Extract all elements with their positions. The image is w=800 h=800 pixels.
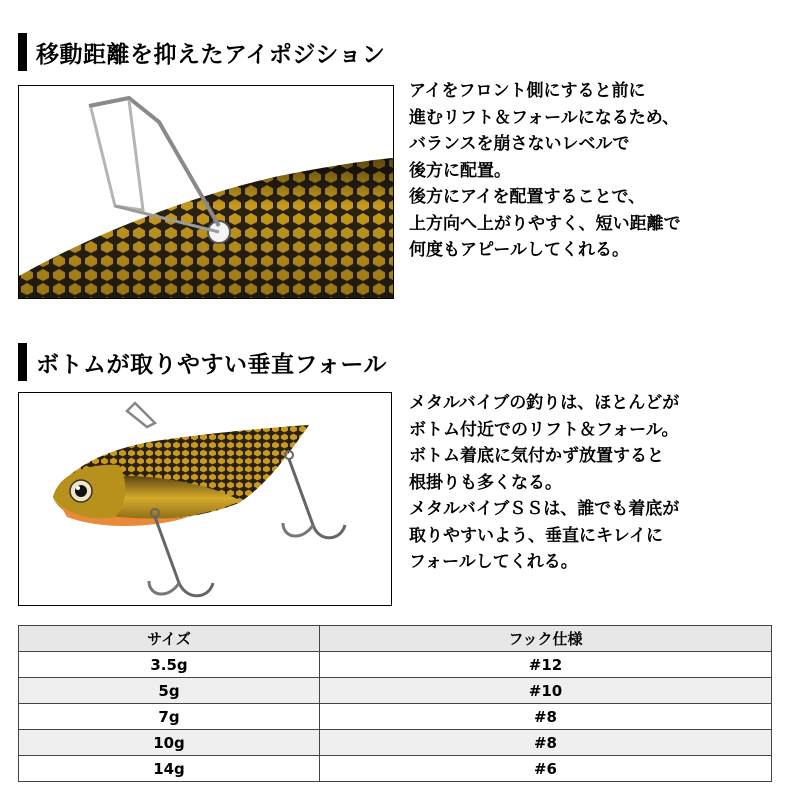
cell-hook: #12	[320, 652, 772, 678]
cell-size: 3.5g	[19, 652, 320, 678]
description-line: アイをフロント側にすると前に	[409, 81, 646, 101]
table-row	[19, 678, 772, 704]
heading-bar	[18, 33, 27, 71]
section-eye-position	[0, 0, 800, 310]
table-row	[19, 756, 772, 782]
header-hook: フック仕様	[320, 626, 772, 652]
table-row	[19, 704, 772, 730]
section-heading	[18, 342, 387, 382]
section-description	[409, 78, 797, 264]
description-line: メタルバイブＳＳは、誰でも着底が	[409, 499, 680, 519]
description-line: ボトム付近でのリフト＆フォール。	[409, 419, 679, 440]
description-line: 進むリフト＆フォールになるため、	[409, 107, 680, 128]
description-line: 根掛りも多くなる。	[409, 472, 562, 493]
description-line: 上方向へ上がりやすく、短い距離で	[409, 213, 681, 234]
spec-table	[18, 625, 772, 782]
cell-hook: #10	[320, 678, 772, 704]
header-size: サイズ	[19, 626, 320, 652]
cell-hook: #8	[320, 704, 772, 730]
table-row	[19, 730, 772, 756]
cell-hook: #6	[320, 756, 772, 782]
cell-hook: #8	[320, 730, 772, 756]
description-line: 後方にアイを配置することで、	[409, 187, 646, 207]
description-line: バランスを崩さないレベルで	[409, 134, 630, 154]
section-title: ボトムが取りやすい垂直フォール	[36, 351, 387, 378]
cell-size: 14g	[19, 756, 320, 782]
description-line: 後方に配置。	[409, 160, 511, 181]
lure-eye-closeup-image	[18, 85, 394, 299]
heading-bar	[18, 343, 27, 381]
section-description	[409, 390, 797, 576]
section-heading	[18, 32, 385, 72]
lure-full-image	[18, 392, 392, 606]
description-line: フォールしてくれる。	[409, 552, 578, 572]
table-row	[19, 652, 772, 678]
cell-size: 7g	[19, 704, 320, 730]
description-line: 何度もアピールしてくれる。	[409, 240, 629, 260]
section-title: 移動距離を抑えたアイポジション	[36, 41, 386, 68]
description-line: メタルバイブの釣りは、ほとんどが	[409, 393, 680, 413]
table-header-row	[19, 626, 772, 652]
cell-size: 5g	[19, 678, 320, 704]
description-line: 取りやすいよう、垂直にキレイに	[409, 525, 663, 546]
section-vertical-fall	[0, 310, 800, 610]
description-line: ボトム着底に気付かず放置すると	[409, 446, 664, 466]
cell-size: 10g	[19, 730, 320, 756]
